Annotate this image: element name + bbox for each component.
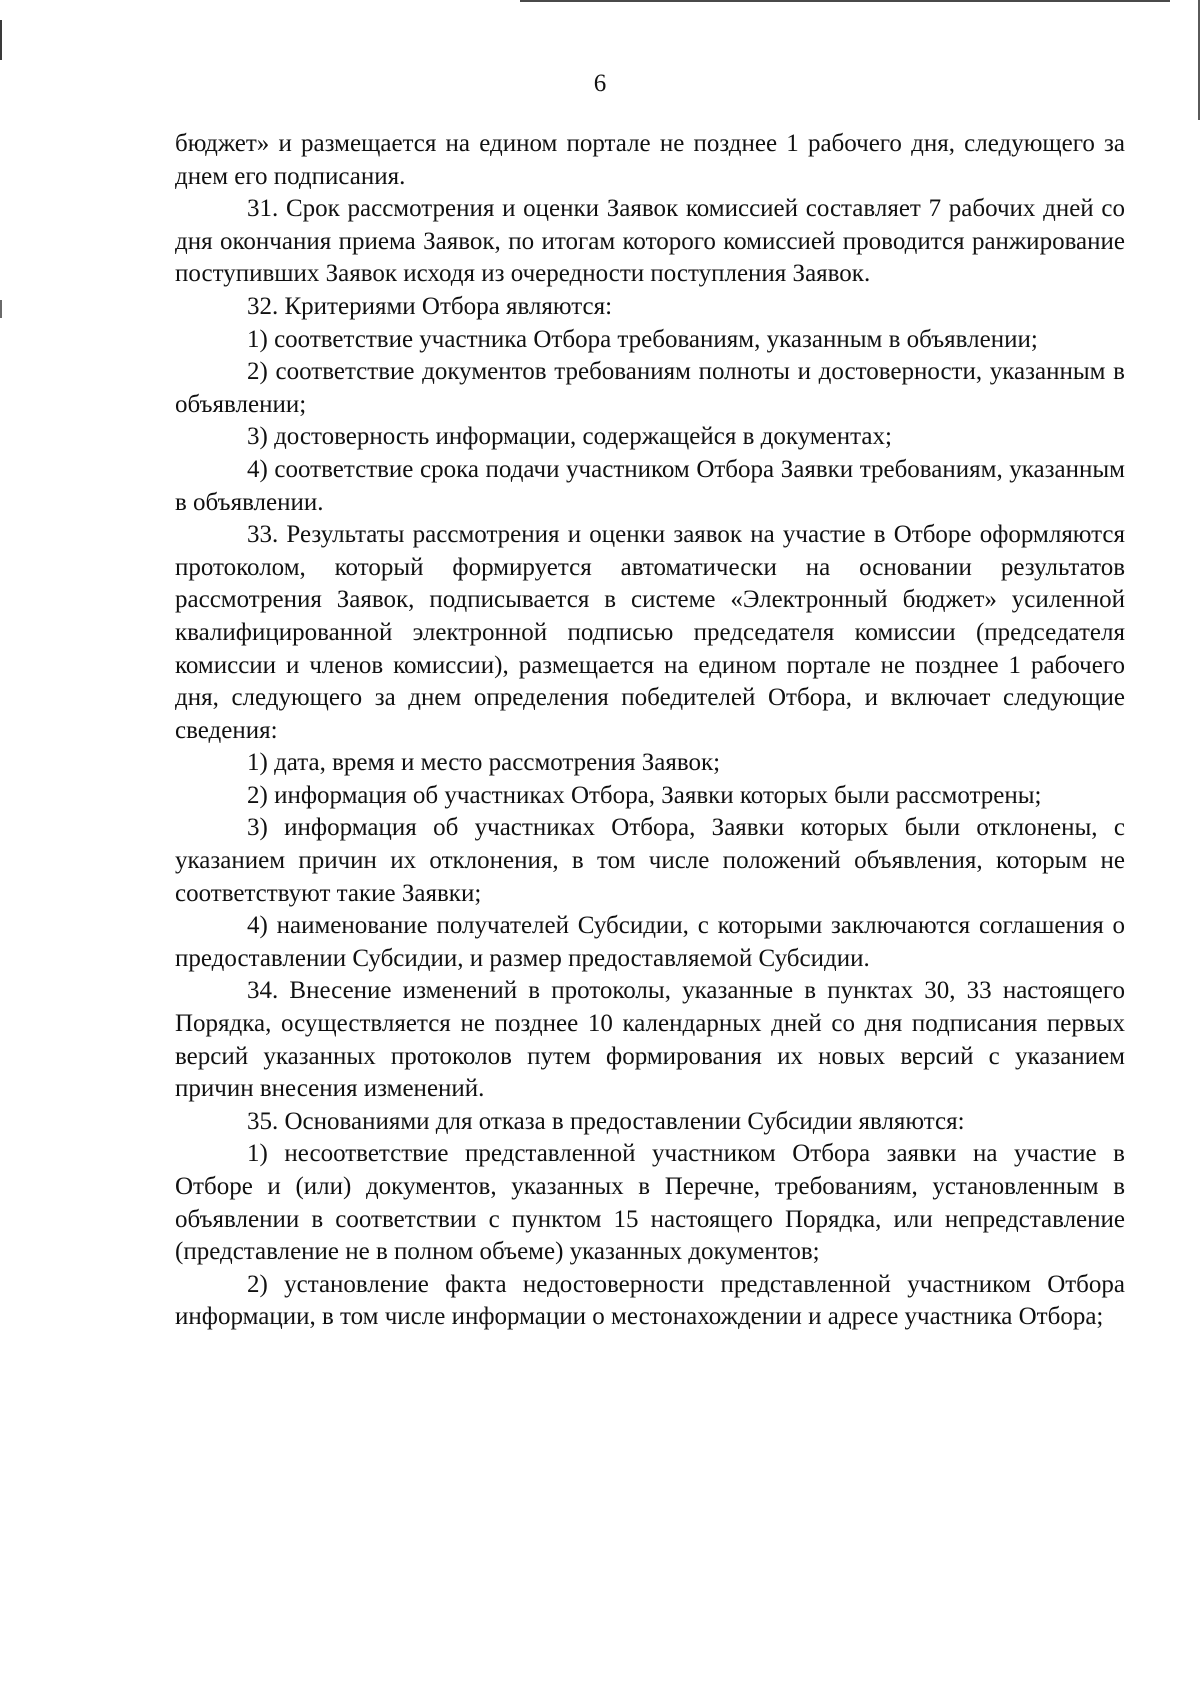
- document-body: [175, 128, 1125, 1334]
- criteria-item-2: 2) соответствие документов требованиям полноты и достоверности, указанным в объявлении;: [175, 358, 1125, 418]
- paragraph-35: 35. Основаниями для отказа в предоставлении Субсидии являются:: [247, 1107, 965, 1135]
- protocol-item-4: 4) наименование получателей Субсидии, с которыми заключаются соглашения о предоставлении Субсидии, и размер предоставляемой Субсидии.: [175, 912, 1125, 972]
- scan-edge-left-mark: [0, 300, 2, 318]
- protocol-item-2: 2) информация об участниках Отбора, Заявки которых были рассмотрены;: [247, 781, 1042, 809]
- criteria-item-3: 3) достоверность информации, содержащейся в документах;: [247, 423, 892, 451]
- page-number: 6: [593, 70, 607, 97]
- scan-edge-left: [0, 20, 2, 60]
- refusal-item-2: 2) установление факта недостоверности представленной участником Отбора информации, в том числе информации о местонахождении и адресе участника Отбора;: [175, 1270, 1125, 1331]
- protocol-item-1: 1) дата, время и место рассмотрения Заявок;: [247, 749, 721, 777]
- scan-edge-top: [520, 0, 1170, 2]
- criteria-item-1: 1) соответствие участника Отбора требованиям, указанным в объявлении;: [247, 325, 1038, 353]
- protocol-item-3: 3) информация об участниках Отбора, Заявки которых были отклонены, с указанием причин их отклонения, в том числе положений объявления, которым не соответствуют такие Заявки;: [175, 814, 1125, 907]
- paragraph-31: 31. Срок рассмотрения и оценки Заявок комиссией составляет 7 рабочих дней со дня окончания приема Заявок, по итогам которого комиссией проводится ранжирование поступивших Заявок исходя из очередности поступления Заявок.: [175, 195, 1125, 288]
- paragraph-32: 32. Критериями Отбора являются:: [247, 292, 613, 320]
- paragraph-33: 33. Результаты рассмотрения и оценки заявок на участие в Отборе оформляются протоколом, который формируется автоматически на основании результатов рассмотрения Заявок, подписывается в системе «Электронный бюджет» усиленной квалифицированной электронной подписью председателя комиссии (председателя комиссии и членов комиссии), размещается на едином портале не позднее 1 рабочего дня, следующего за днем определения победителей Отбора, и включает следующие сведения:: [175, 521, 1125, 744]
- criteria-item-4: 4) соответствие срока подачи участником Отбора Заявки требованиям, указанным в объявлении.: [175, 455, 1125, 516]
- paragraph: бюджет» и размещается на едином портале не позднее 1 рабочего дня, следующего за днем его подписания.: [175, 130, 1125, 190]
- paragraph-34: 34. Внесение изменений в протоколы, указанные в пунктах 30, 33 настоящего Порядка, осуществляется не позднее 10 календарных дней со дня подписания первых версий указанных протоколов путем формирования их новых версий с указанием причин внесения изменений.: [175, 977, 1125, 1103]
- refusal-item-1: 1) несоответствие представленной участником Отбора заявки на участие в Отборе и (или) документов, указанных в Перечне, требованиям, установленным в объявлении в соответствии с пунктом 15 настоящего Порядка, или непредставление (представление не в полном объеме) указанных документов;: [175, 1140, 1125, 1266]
